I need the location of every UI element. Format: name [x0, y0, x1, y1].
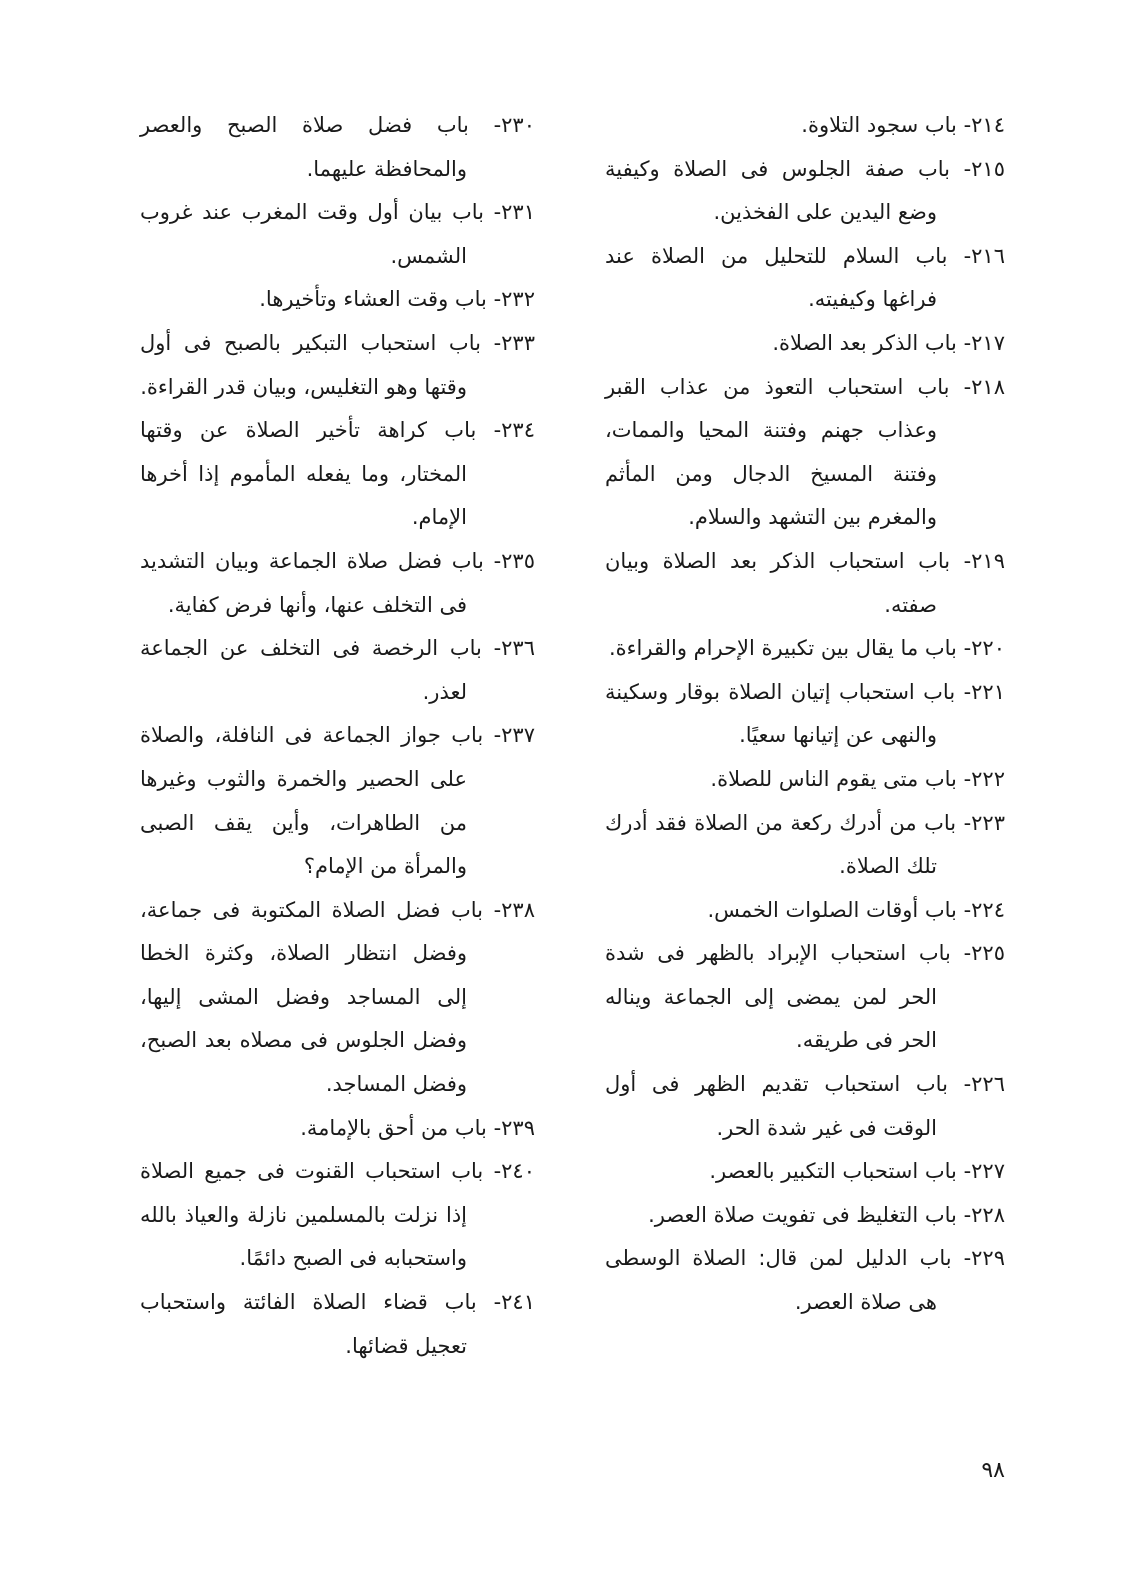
list-item: ٢٢٦- باب استحباب تقديم الظهر فى أول الوقت فى غير شدة الحر. [605, 1072, 1005, 1140]
list-item: ٢١٥- باب صفة الجلوس فى الصلاة وكيفية وضع اليدين على الفخذين. [605, 156, 1005, 225]
list-item: ٢٢٠- باب ما يقال بين تكبيرة الإحرام والقراءة. [609, 636, 1005, 661]
list-item: ٢٤١- باب قضاء الصلاة الفائتة واستحباب تعجيل قضائها. [140, 1290, 535, 1358]
list-item: ٢٤٠- باب استحباب القنوت فى جميع الصلاة إذا نزلت بالمسلمين نازلة والعياذ بالله واستحبابه فى الصبح دائمًا. [140, 1159, 535, 1271]
list-item: ٢٢١- باب استحباب إتيان الصلاة بوقار وسكينة والنهى عن إتيانها سعيًا. [605, 679, 1005, 748]
list-item: ٢٢٤- باب أوقات الصلوات الخمس. [707, 897, 1005, 922]
list-item: ٢٣٠- باب فضل صلاة الصبح والعصر والمحافظة عليهما. [140, 113, 535, 181]
list-item: ٢٢٧- باب استحباب التكبير بالعصر. [709, 1159, 1005, 1184]
left-column [140, 104, 535, 1368]
right-column [605, 104, 1005, 1325]
list-item: ٢٣٧- باب جواز الجماعة فى النافلة، والصلاة على الحصير والخمرة والثوب وغيرها من الطاهرات، وأين يقف الصبى والمرأة من الإمام؟ [140, 723, 535, 879]
list-item: ٢٣٥- باب فضل صلاة الجماعة وبيان التشديد فى التخلف عنها، وأنها فرض كفاية. [140, 548, 535, 617]
list-item: ٢٢٢- باب متى يقوم الناس للصلاة. [710, 766, 1005, 791]
list-item: ٢١٨- باب استحباب التعوذ من عذاب القبر وعذاب جهنم وفتنة المحيا والممات، وفتنة المسيخ الدجال ومن المأثم والمغرم بين التشهد والسلام. [605, 374, 1005, 530]
list-item: ٢٢٣- باب من أدرك ركعة من الصلاة فقد أدرك تلك الصلاة. [605, 810, 1005, 879]
list-item: ٢٣١- باب بيان أول وقت المغرب عند غروب الشمس. [140, 200, 535, 268]
list-item: ٢٣٤- باب كراهة تأخير الصلاة عن وقتها المختار، وما يفعله المأموم إذا أخرها الإمام. [140, 418, 535, 530]
list-item: ٢٢٥- باب استحباب الإبراد بالظهر فى شدة الحر لمن يمضى إلى الجماعة ويناله الحر فى طريقه. [605, 941, 1005, 1053]
page-number: ٩٨ [981, 1458, 1005, 1483]
list-item: ٢٢٩- باب الدليل لمن قال: الصلاة الوسطى هى صلاة العصر. [605, 1246, 1005, 1315]
list-item: ٢١٧- باب الذكر بعد الصلاة. [772, 330, 1005, 355]
list-item: ٢٢٨- باب التغليظ فى تفويت صلاة العصر. [648, 1202, 1005, 1227]
list-item: ٢٣٢- باب وقت العشاء وتأخيرها. [259, 287, 535, 312]
list-item: ٢٣٩- باب من أحق بالإمامة. [300, 1115, 535, 1140]
list-item: ٢١٦- باب السلام للتحليل من الصلاة عند فراغها وكيفيته. [605, 243, 1005, 312]
list-item: ٢١٩- باب استحباب الذكر بعد الصلاة وبيان صفته. [605, 548, 1005, 617]
list-item: ٢٣٦- باب الرخصة فى التخلف عن الجماعة لعذر. [140, 636, 535, 704]
list-item: ٢٣٣- باب استحباب التبكير بالصبح فى أول وقتها وهو التغليس، وبيان قدر القراءة. [140, 330, 535, 399]
list-item: ٢٣٨- باب فضل الصلاة المكتوبة فى جماعة، وفضل انتظار الصلاة، وكثرة الخطا إلى المساجد وفضل المشى إليها، وفضل الجلوس فى مصلاه بعد الصبح، وفضل المساجد. [140, 897, 535, 1097]
list-item: ٢١٤- باب سجود التلاوة. [801, 113, 1005, 137]
